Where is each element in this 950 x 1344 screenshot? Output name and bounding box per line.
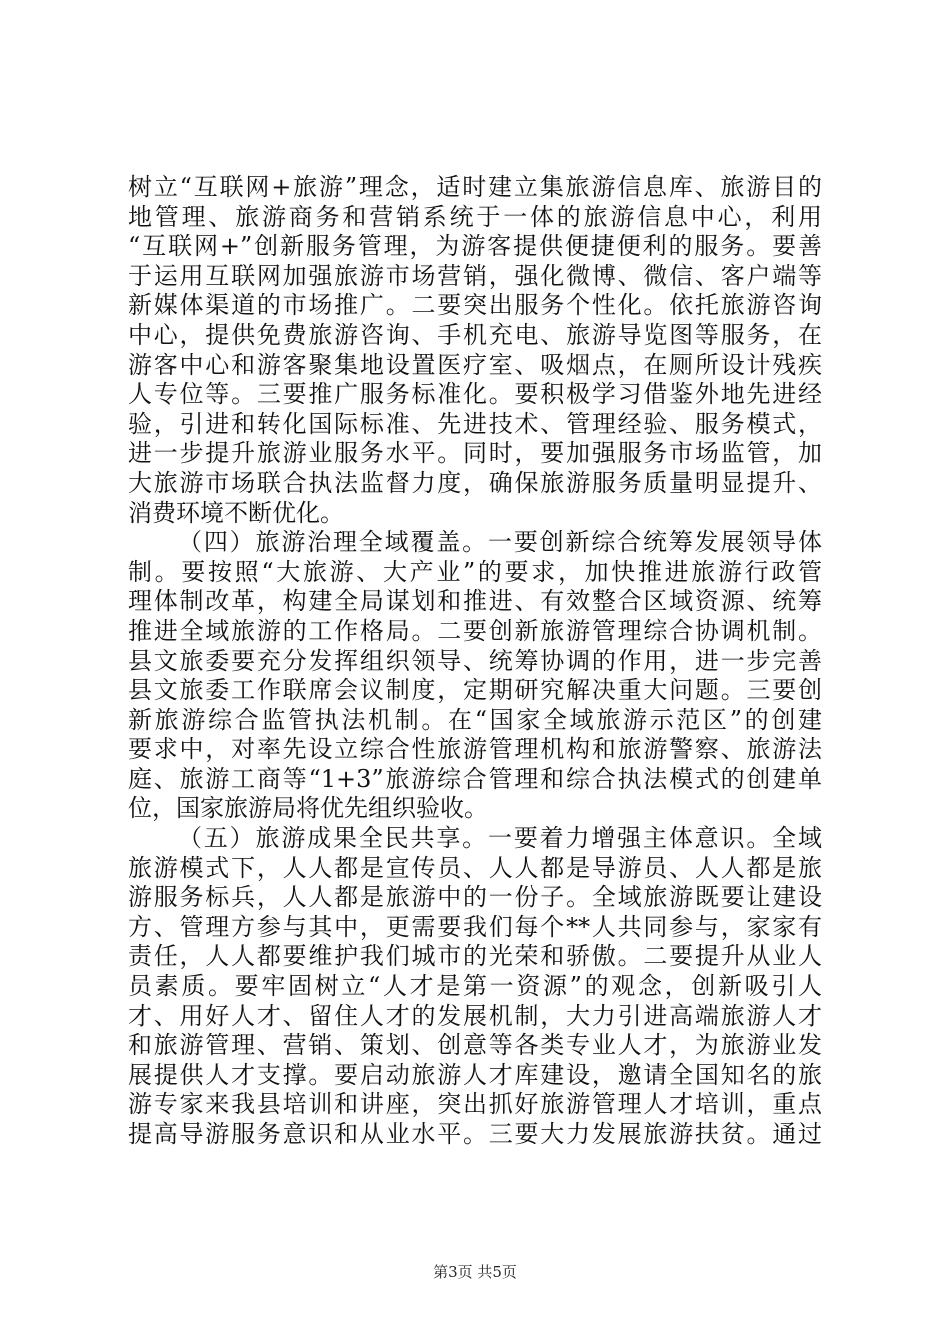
text-line: 才、用好人才、留住人才的发展机制，大力引进高端旅游人才	[128, 1001, 822, 1030]
text-line: 进一步提升旅游业服务水平。同时，要加强服务市场监管，加	[128, 439, 822, 468]
text-line: 制。要按照“大旅游、大产业”的要求，加快推进旅游行政管	[128, 557, 822, 586]
text-line: 员素质。要牢固树立“人才是第一资源”的观念，创新吸引人	[128, 972, 822, 1001]
text-line: 游服务标兵，人人都是旅游中的一份子。全域旅游既要让建设	[128, 883, 822, 912]
text-line: 大旅游市场联合执法监督力度，确保旅游服务质量明显提升、	[128, 468, 822, 497]
body-text	[128, 173, 822, 1150]
text-line: 推进全域旅游的工作格局。二要创新旅游管理综合协调机制。	[128, 616, 822, 645]
text-line: 要求中，对率先设立综合性旅游管理机构和旅游警察、旅游法	[128, 735, 822, 764]
text-line: 展提供人才支撑。要启动旅游人才库建设，邀请全国知名的旅	[128, 1060, 822, 1089]
text-line: 中心，提供免费旅游咨询、手机充电、旅游导览图等服务，在	[128, 320, 822, 349]
text-line: 位，国家旅游局将优先组织验收。	[128, 794, 488, 823]
text-line: 新媒体渠道的市场推广。二要突出服务个性化。依托旅游咨询	[128, 291, 822, 320]
text-line: 于运用互联网加强旅游市场营销，强化微博、微信、客户端等	[128, 261, 822, 290]
text-line: 旅游模式下，人人都是宣传员、人人都是导游员、人人都是旅	[128, 853, 822, 882]
text-line: 树立“互联网+旅游”理念，适时建立集旅游信息库、旅游目的	[128, 173, 822, 201]
text-line: 游客中心和游客聚集地设置医疗室、吸烟点，在厕所设计残疾	[128, 350, 822, 379]
text-line: “互联网+”创新服务管理，为游客提供便捷便利的服务。要善	[128, 232, 822, 261]
text-line: 方、管理方参与其中，更需要我们每个**人共同参与，家家有	[128, 912, 822, 941]
text-line: 县文旅委要充分发挥组织领导、统筹协调的作用，进一步完善	[128, 646, 822, 675]
text-line: 提高导游服务意识和从业水平。三要大力发展旅游扶贫。通过	[128, 1120, 822, 1148]
text-line: 消费环境不断优化。	[128, 498, 344, 527]
text-line: 游专家来我县培训和讲座，突出抓好旅游管理人才培训，重点	[128, 1090, 822, 1119]
text-line: 责任，人人都要维护我们城市的光荣和骄傲。二要提升从业人	[128, 942, 822, 971]
text-line: 庭、旅游工商等“1+3”旅游综合管理和综合执法模式的创建单	[128, 764, 822, 793]
text-line: 和旅游管理、营销、策划、创意等各类专业人才，为旅游业发	[128, 1031, 822, 1060]
text-line: 新旅游综合监管执法机制。在“国家全域旅游示范区”的创建	[128, 705, 822, 734]
text-line: 地管理、旅游商务和营销系统于一体的旅游信息中心，利用	[128, 202, 822, 231]
page-number-footer: 第3页 共5页	[433, 1263, 517, 1281]
section-heading-line: （四）旅游治理全域覆盖。一要创新综合统筹发展领导体	[178, 528, 822, 557]
text-line: 人专位等。三要推广服务标准化。要积极学习借鉴外地先进经	[128, 380, 822, 409]
text-line: 理体制改革，构建全局谋划和推进、有效整合区域资源、统筹	[128, 587, 822, 616]
section-heading-line: （五）旅游成果全民共享。一要着力增强主体意识。全域	[178, 824, 822, 853]
text-line: 县文旅委工作联席会议制度，定期研究解决重大问题。三要创	[128, 676, 822, 705]
text-line: 验，引进和转化国际标准、先进技术、管理经验、服务模式，	[128, 409, 822, 438]
